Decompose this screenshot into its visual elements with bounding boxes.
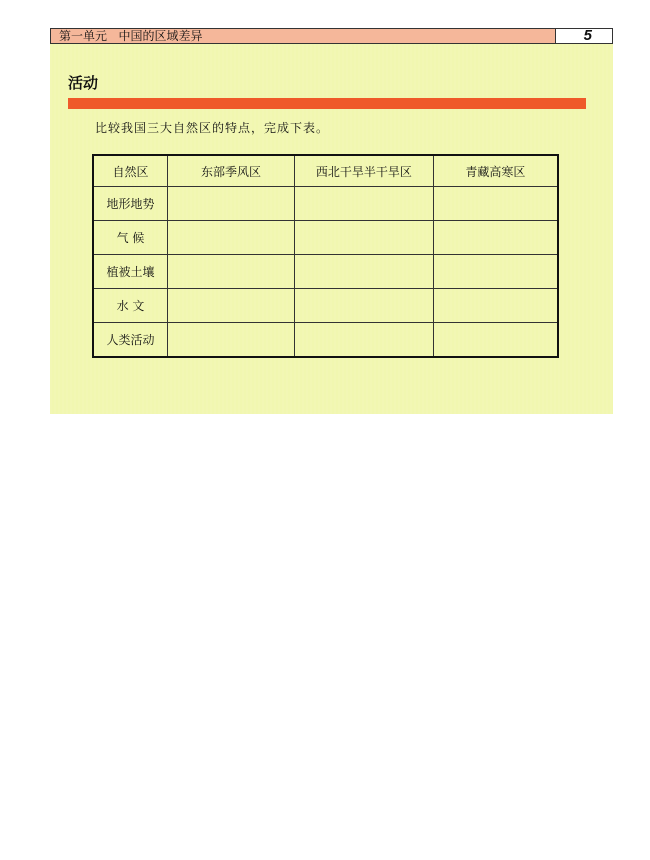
column-header: 西北干旱半干旱区	[295, 155, 434, 187]
answer-cell[interactable]	[167, 323, 294, 358]
table-row	[93, 187, 558, 221]
page-number-box	[556, 28, 613, 44]
natural-regions-table	[92, 154, 559, 358]
table-header-row	[93, 155, 558, 187]
page-number: 5	[583, 27, 592, 44]
answer-cell[interactable]	[295, 221, 434, 255]
answer-cell[interactable]	[433, 187, 558, 221]
answer-cell[interactable]	[295, 255, 434, 289]
answer-cell[interactable]	[167, 255, 294, 289]
answer-cell[interactable]	[167, 289, 294, 323]
table-row	[93, 289, 558, 323]
answer-cell[interactable]	[433, 323, 558, 358]
table-row	[93, 323, 558, 358]
answer-cell[interactable]	[167, 221, 294, 255]
answer-cell[interactable]	[295, 187, 434, 221]
row-label: 水 文	[93, 289, 167, 323]
row-label: 植被土壤	[93, 255, 167, 289]
unit-title: 第一单元 中国的区域差异	[59, 29, 203, 43]
row-label: 气 候	[93, 221, 167, 255]
column-header: 青藏高寒区	[433, 155, 558, 187]
column-header: 东部季风区	[167, 155, 294, 187]
table-row	[93, 255, 558, 289]
activity-panel	[50, 44, 613, 414]
answer-cell[interactable]	[167, 187, 294, 221]
row-label: 地形地势	[93, 187, 167, 221]
answer-cell[interactable]	[433, 255, 558, 289]
accent-divider	[68, 98, 586, 109]
activity-instruction: 比较我国三大自然区的特点，完成下表。	[95, 121, 330, 135]
column-header: 自然区	[93, 155, 167, 187]
unit-header-bar	[50, 28, 556, 44]
row-label: 人类活动	[93, 323, 167, 358]
answer-cell[interactable]	[295, 323, 434, 358]
answer-cell[interactable]	[433, 289, 558, 323]
activity-title: 活动	[68, 74, 99, 92]
table-row	[93, 221, 558, 255]
answer-cell[interactable]	[295, 289, 434, 323]
answer-cell[interactable]	[433, 221, 558, 255]
